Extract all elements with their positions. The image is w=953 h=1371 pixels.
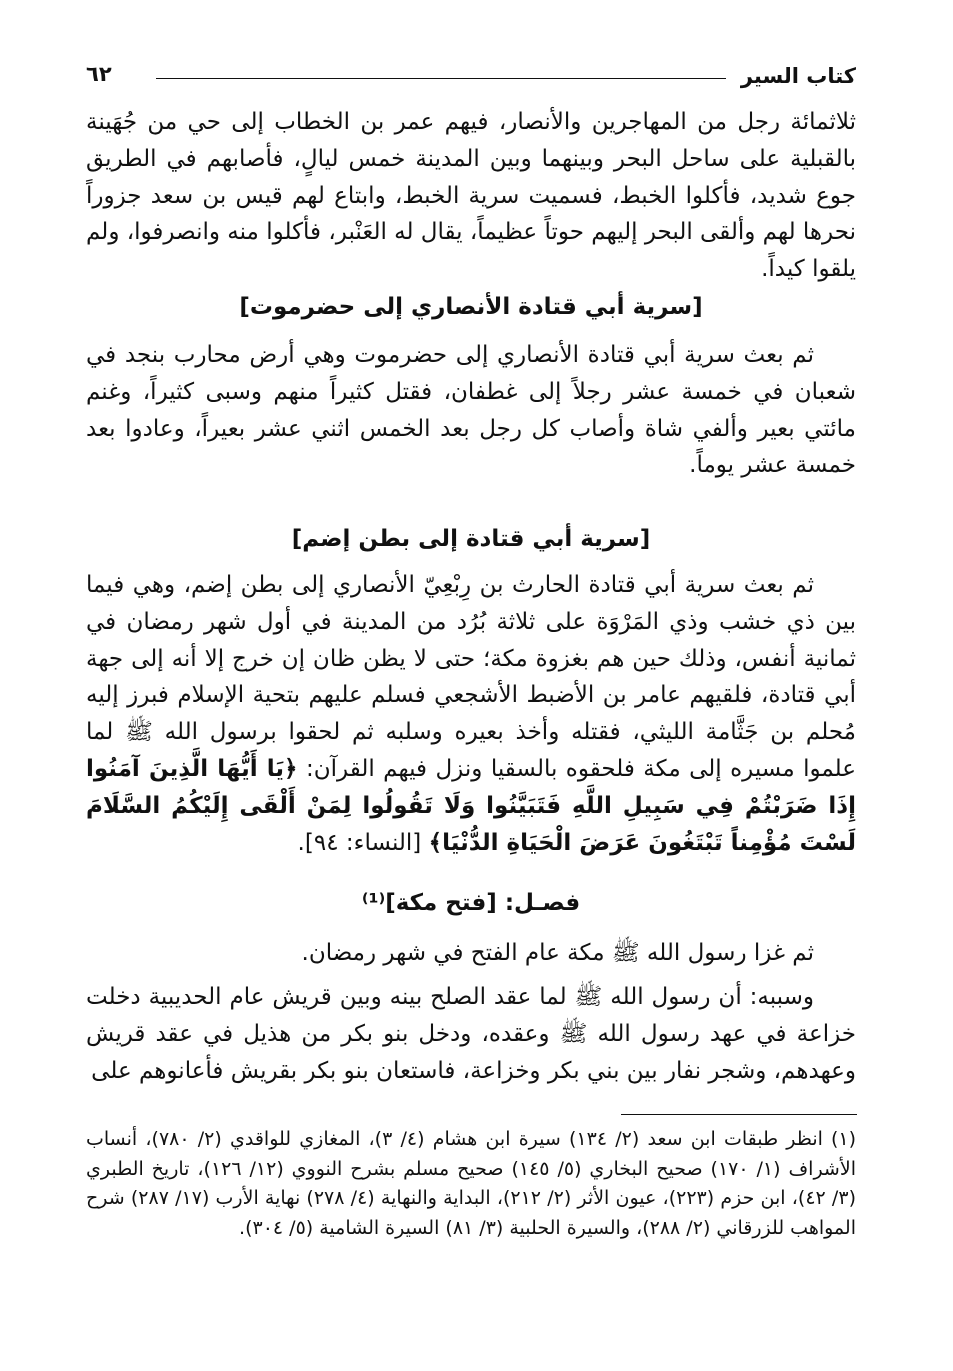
- section-heading-batn-idam: [سرية أبي قتادة إلى بطن إضم]: [291, 526, 651, 552]
- paragraph-text: ثم بعث سرية أبي قتادة الحارث بن رِبْعِيّ الأنصاري إلى بطن إضم، وهي فيما بين ذي خشب وذي المَرْوَة على ثلاثة بُرُد من المدينة في أول شهر رمضان في ثمانية أنفس، وذلك حين هم بغزوة مكة؛ حتى لا يظن ظان إن خرج إلا أنه إلى جهة أبي قتادة، فلقيهم عامر بن الأضبط الأشجعي فسلم عليهم بتحية الإسلام فبرز إليه مُحلم بن جَثَّامة الليثي، فقتله وأخذ بعيره وسلبه ثم لحقوا برسول الله ﷺ لما علموا مسيره إلى مكة فلحقوه بالسقيا ونزل فيهم القرآن:: [86, 572, 856, 782]
- footnote-rule: [621, 1114, 857, 1115]
- verse-reference: [النساء: ٩٤].: [297, 829, 422, 856]
- footnote: [86, 1125, 856, 1243]
- running-header: [86, 60, 856, 100]
- page-number: ٦٢: [86, 62, 112, 86]
- paragraph-cause: وسببه: أن رسول الله ﷺ لما عقد الصلح بينه وبين قريش عام الحديبية دخلت خزاعة في عهد رسول الله ﷺ وعقده، ودخل بنو بكر من هذيل في عقد قريش وعهدهم، وشجر نفار بين بني بكر وخزاعة، فاستعان بنو بكر بقريش فأعانوهم على: [86, 984, 856, 1084]
- header-rule: [156, 78, 726, 79]
- paragraph-hadramawt: ثم بعث سرية أبي قتادة الأنصاري إلى حضرموت وهي أرض محارب بنجد في شعبان في خمسة عشر رجلاً إلى غطفان، فقتل كثيراً منهم وسبى كثيراً، وغنم مائتي بعير وألفي شاة وأصاب كل رجل بعد الخمس اثني عشر بعيراً، وعادوا بعد خمسة عشر يوماً.: [86, 342, 856, 479]
- paragraph-ghazwa: ثم غزا رسول الله ﷺ مكة عام الفتح في شهر رمضان.: [301, 940, 814, 966]
- paragraph-batn-idam: [86, 567, 856, 861]
- chapter-heading-fath-makkah: فصـل: [فتح مكة]⁽¹⁾: [361, 890, 581, 916]
- quran-verse: ﴿يَا أَيُّهَا الَّذِينَ آمَنُوا إِذَا ضَرَبْتُمْ فِي سَبِيلِ اللَّهِ فَتَبَيَّنُوا وَلَا تَقُولُوا لِمَنْ أَلْقَى إِلَيْكُمُ السَّلَامَ لَسْتَ مُؤْمِناً تَبْتَغُونَ عَرَضَ الْحَيَاةِ الدُّنْيَا﴾: [86, 755, 856, 856]
- section-heading-hadramawt: [سرية أبي قتادة الأنصاري إلى حضرموت]: [239, 294, 703, 320]
- paragraph-khabat: ثلاثمائة رجل من المهاجرين والأنصار، فيهم عمر بن الخطاب إلى حي من جُهَينة بالقبلية على ساحل البحر وبينهما وبين المدينة خمس ليالٍ، فأصابهم في الطريق جوع شديد، فأكلوا الخبط، فسميت سرية الخبط، وابتاع لهم قيس بن سعد جزوراً نحرها لهم وألقى البحر إليهم حوتاً عظيماً، يقال له العَنْبر، فأكلوا منه وانصرفوا، ولم يلقوا كيداً.: [86, 109, 856, 283]
- book-title: كتاب السير: [740, 64, 856, 88]
- footnote-text: انظر طبقات ابن سعد (٢/ ١٣٤) سيرة ابن هشام (٤/ ٣)، المغازي للواقدي (٢/ ٧٨٠)، أنساب الأشراف (١/ ١٧٠) صحيح البخاري (٥/ ١٤٥) صحيح مسلم بشرح النووي (١٢/ ١٢٦)، تاريخ الطبري (٣/ ٤٢)، ابن حزم (٢٢٣)، عيون الأثر (٢/ ٢١٢)، البداية والنهاية (٤/ ٢٧٨) نهاية الأرب (١٧/ ٢٨٧) شرح المواهب للزرقاني (٢/ ٢٨٨)، والسيرة الحلبية (٣/ ٨١) السيرة الشامية (٥/ ٣٠٤).: [86, 1128, 856, 1239]
- footnote-number: (١): [830, 1128, 856, 1150]
